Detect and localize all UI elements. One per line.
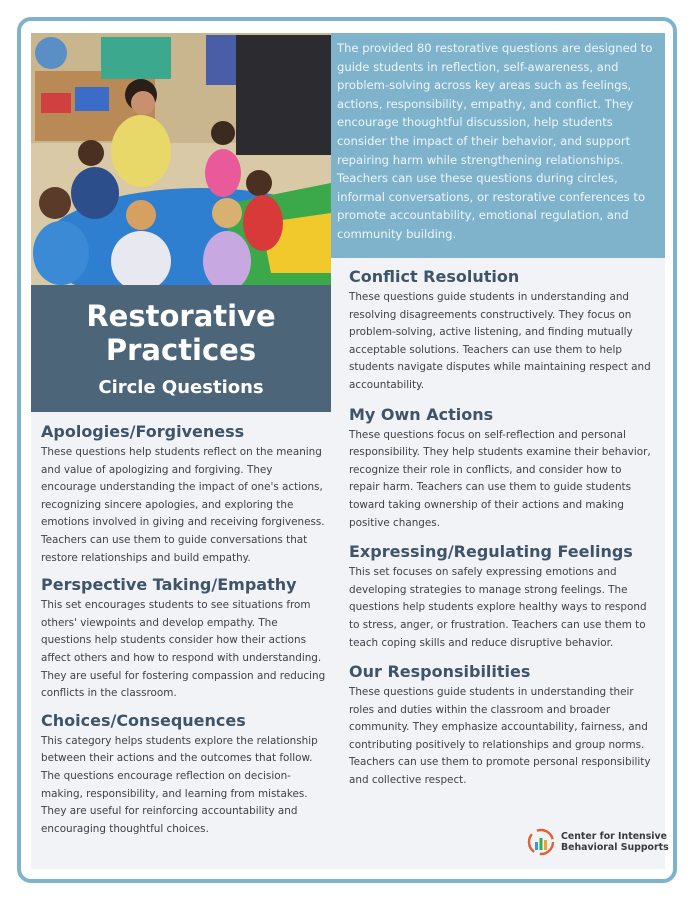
intro-box [331,33,665,258]
section-perspective-taking-empathy [41,574,331,703]
section-heading: My Own Actions [349,404,494,424]
logo-text-line-1: Center for Intensive [561,831,667,842]
logo-text-line-2: Behavioral Supports [561,842,669,853]
right-column [349,266,654,799]
section-my-own-actions [349,404,654,533]
classroom-circle-photo [31,33,331,285]
left-column [41,421,331,845]
subtitle: Circle Questions [98,377,264,398]
section-expressing-regulating-feelings [349,541,654,652]
section-conflict-resolution [349,266,654,395]
section-heading: Our Responsibilities [349,662,531,682]
section-heading: Perspective Taking/Empathy [41,575,297,595]
section-choices-consequences [41,710,331,839]
intro-text: The provided 80 restorative questions are designed to guide students in reflection, self-awareness, and problem-solving across key areas such as feelings, actions, responsibility, empathy, and conflict. They encourage thoughtful discussion, help students consider the impact of their behavior, and support repairing harm while strengthening relationships. Teachers can use these questions during circles, informal conversations, or restorative conferences to promote accountability, emotional regulation, and community building. [337,41,653,241]
title-line-2: Practices [105,333,257,367]
logo-mark-icon [527,828,555,860]
section-body: These questions help students reflect on the meaning and value of apologizing and forgiving. They encourage understanding the impact of one's actions, recognizing sincere apologies, and exploring the emotions involved in giving and receiving forgiveness. Teachers can use them to guide conversations that restore relationships and build empathy. [41,446,325,564]
section-heading: Choices/Consequences [41,710,246,730]
title-line-1: Restorative [86,299,276,333]
section-body: These questions guide students in understanding and resolving disagreements constructively. They focus on problem-solving, active listening, and finding mutually acceptable solutions. Teachers can use them to help students navigate disputes while maintaining respect and accountability. [349,291,651,391]
section-body: These questions focus on self-reflection and personal responsibility. They help students examine their behavior, recognize their role in conflicts, and consider how to repair harm. Teachers can use them to guide students toward taking ownership of their actions and making positive changes. [349,428,651,529]
section-heading: Apologies/Forgiveness [41,422,245,441]
section-heading: Expressing/Regulating Feelings [349,542,633,562]
section-apologies-forgiveness [41,421,331,567]
section-heading: Conflict Resolution [349,267,520,286]
section-our-responsibilities [349,661,654,790]
section-body: These questions guide students in understanding their roles and duties within the classroom and broader community. They emphasize accountability, fairness, and contributing positively to relationships and group norms. Teachers can use them to promote personal responsibility and collective respect. [349,686,651,787]
section-body: This set focuses on safely expressing emotions and developing strategies to manage strong feelings. The questions help students explore healthy ways to respond to stress, anger, or frustration. Teachers can use them to teach coping skills and reduce disruptive behavior. [349,566,647,649]
section-body: This set encourages students to see situations from others' viewpoints and develop empathy. The questions help students consider how their actions affect others and how to respond with understanding. They are useful for fostering compassion and reducing conflicts in the classroom. [41,599,326,700]
cibs-logo [527,826,667,858]
section-body: This category helps students explore the relationship between their actions and the outcomes that follow. The questions encourage reflection on decision-making, responsibility, and learning from mistakes. They are useful for reinforcing accountability and encouraging thoughtful choices. [41,734,318,835]
title-panel [31,285,331,412]
